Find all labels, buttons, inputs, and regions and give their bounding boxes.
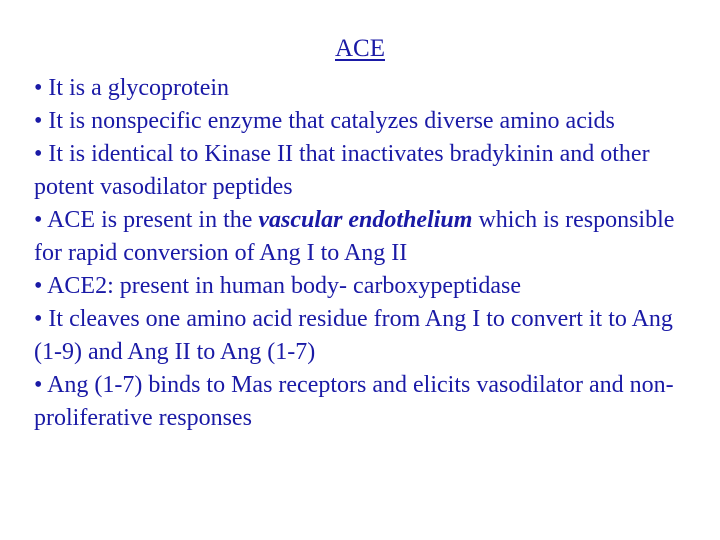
slide-title-text: ACE bbox=[335, 35, 385, 62]
bullet-item-mas-receptors bbox=[34, 369, 694, 435]
bullet-text-emphasis: vascular endothelium bbox=[258, 207, 473, 233]
bullet-text-after: which is responsible for rapid conversion of Ang I to Ang II bbox=[34, 207, 675, 266]
bullet-marker: • bbox=[34, 141, 43, 167]
bullet-marker: • bbox=[34, 372, 43, 398]
bullet-text: It is identical to Kinase II that inactivates bradykinin and other potent vasodilator peptides bbox=[34, 141, 650, 200]
bullet-item-ace2 bbox=[34, 270, 694, 303]
bullet-item-nonspecific-enzyme bbox=[34, 105, 694, 138]
bullet-list bbox=[34, 72, 694, 435]
bullet-text: ACE2: present in human body- carboxypeptidase bbox=[47, 273, 521, 299]
bullet-item-vascular-endothelium bbox=[34, 204, 694, 270]
bullet-item-kinase-ii bbox=[34, 138, 694, 204]
bullet-text: Ang (1-7) binds to Mas receptors and elicits vasodilator and non-proliferative responses bbox=[34, 372, 674, 431]
bullet-text: It cleaves one amino acid residue from Ang I to convert it to Ang (1-9) and Ang II to Ang (1-7) bbox=[34, 306, 673, 365]
bullet-marker: • bbox=[34, 306, 43, 332]
bullet-text-before: ACE is present in the bbox=[47, 207, 259, 233]
bullet-marker: • bbox=[34, 207, 43, 233]
slide-title bbox=[0, 34, 720, 64]
bullet-text: It is a glycoprotein bbox=[48, 75, 230, 101]
bullet-item-glycoprotein bbox=[34, 72, 694, 105]
bullet-text: It is nonspecific enzyme that catalyzes diverse amino acids bbox=[48, 108, 615, 134]
bullet-item-cleaves-residue bbox=[34, 303, 694, 369]
bullet-marker: • bbox=[34, 273, 43, 299]
bullet-marker: • bbox=[34, 75, 43, 101]
bullet-marker: • bbox=[34, 108, 43, 134]
